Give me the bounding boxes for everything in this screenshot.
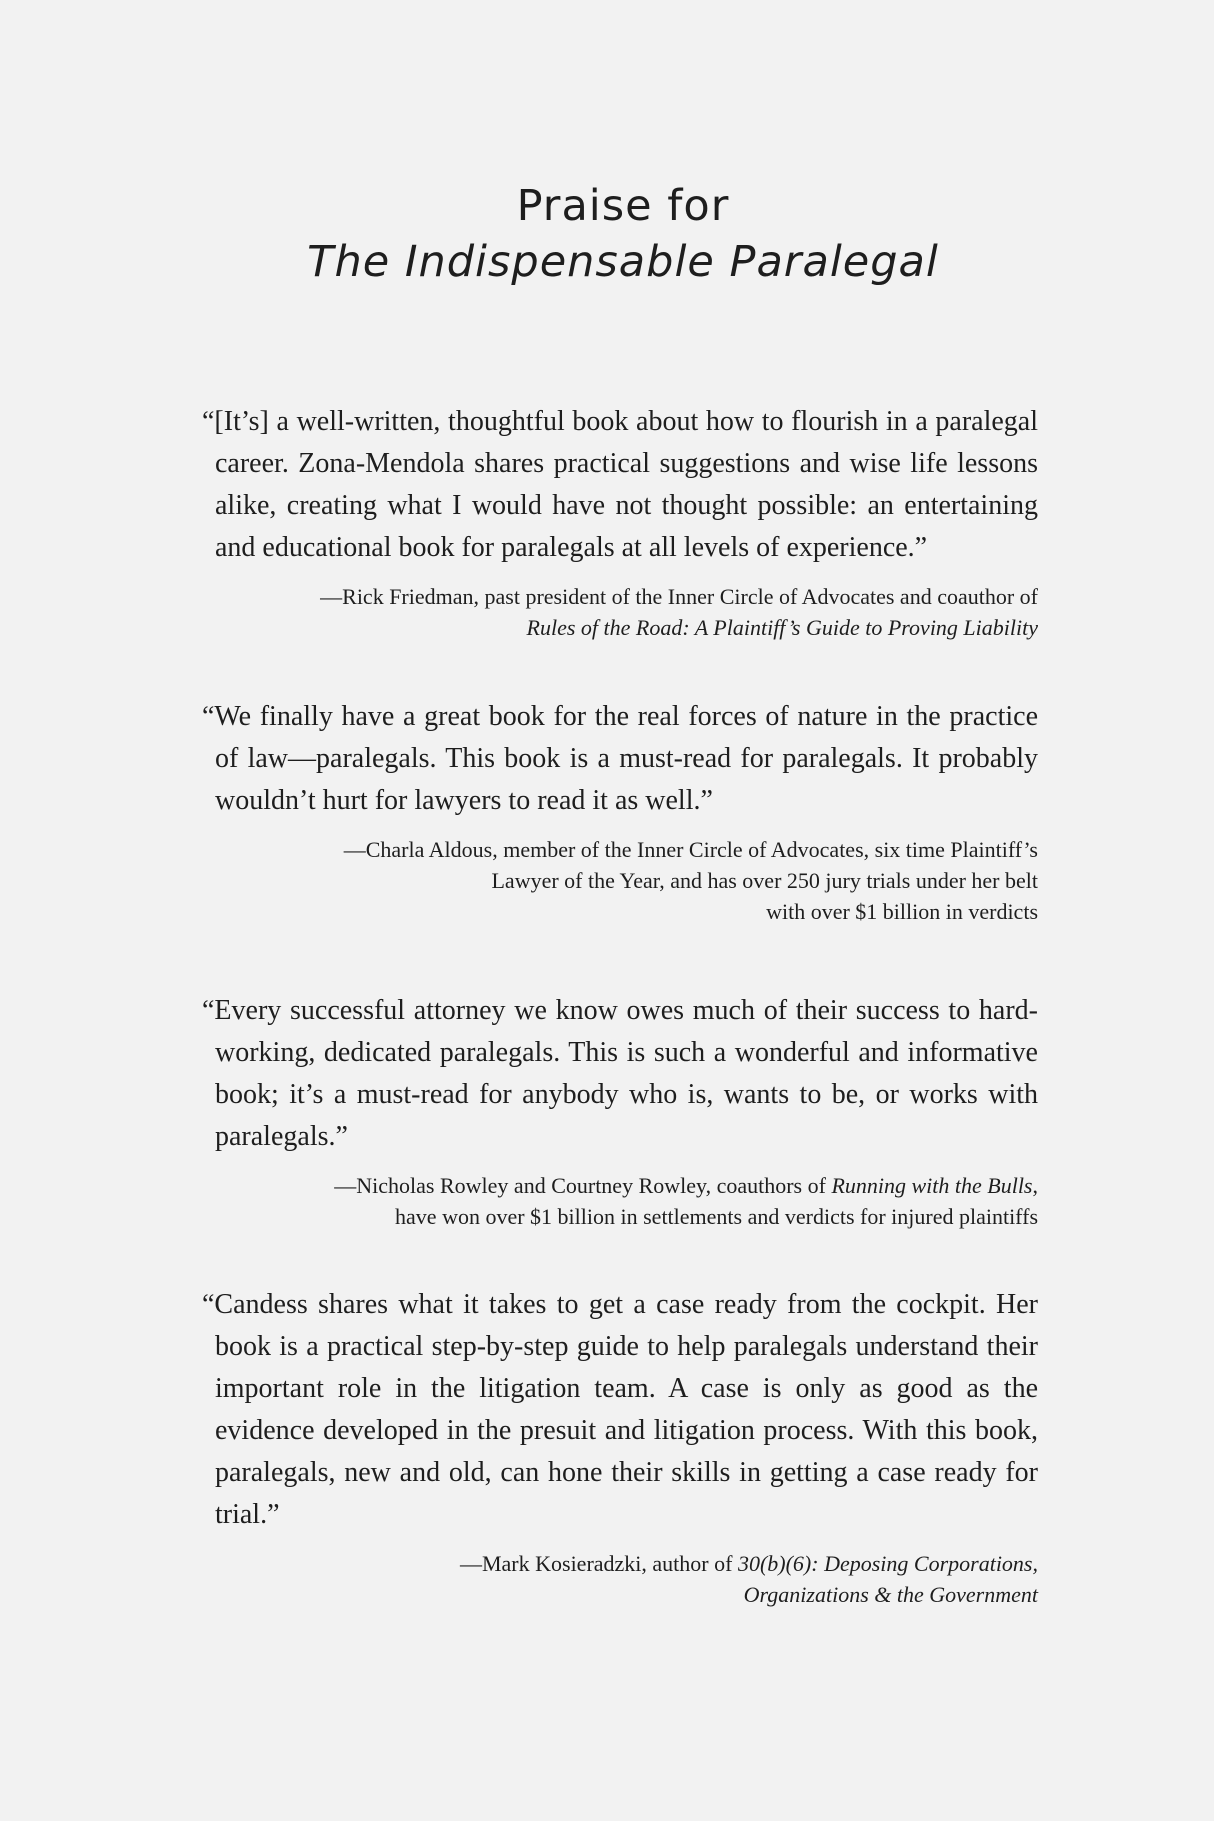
attribution-line	[202, 612, 1038, 643]
testimonial-4	[202, 1284, 1038, 1610]
testimonial-attribution	[202, 581, 1038, 643]
attribution-line: —Charla Aldous, member of the Inner Circle of Advocates, six time Plaintiff’s	[343, 837, 1038, 862]
testimonial-quote: “Every successful attorney we know owes much of their success to hard-working, dedicated paralegals. This is such a wonderful and informative book; it’s a must-read for anybody who is, wants to be, or works with paralegals.”	[202, 995, 1038, 1152]
attribution-line: Lawyer of the Year, and has over 250 jury trials under her belt	[491, 868, 1038, 893]
page-title	[0, 178, 1214, 290]
testimonial-attribution	[202, 1170, 1038, 1232]
attribution-line: —Rick Friedman, past president of the Inner Circle of Advocates and coauthor of	[320, 584, 1038, 609]
book-title: 30(b)(6): Deposing Corporations,	[737, 1551, 1038, 1576]
title-line-book-name: The Indispensable Paralegal	[307, 237, 939, 287]
testimonial-quote: “Candess shares what it takes to get a case ready from the cockpit. Her book is a practical step-by-step guide to help paralegals understand their important role in the litigation team. A case is only as good as the evidence developed in the presuit and litigation process. With this book, paralegals, new and old, can hone their skills in getting a case ready for trial.”	[202, 1289, 1038, 1530]
attribution-prefix: —Nicholas Rowley and Courtney Rowley, coauthors of	[334, 1173, 832, 1198]
book-title: Running with the Bulls	[831, 1173, 1033, 1198]
attribution-line	[202, 1170, 1038, 1201]
title-line-praise: Praise for	[516, 181, 730, 231]
attribution-prefix: —Mark Kosieradzki, author of	[459, 1551, 738, 1576]
testimonial-attribution	[202, 834, 1038, 927]
book-title: Organizations & the Government	[743, 1582, 1038, 1607]
attribution-line: have won over $1 billion in settlements and verdicts for injured plaintiffs	[395, 1204, 1038, 1229]
testimonial-quote: “[It’s] a well-written, thoughtful book about how to flourish in a paralegal career. Zona-Mendola shares practical suggestions and wise life lessons alike, creating what I would have not thought possible: an entertaining and educational book for paralegals at all levels of experience.”	[202, 406, 1038, 563]
testimonial-3	[202, 990, 1038, 1232]
testimonial-quote: “We finally have a great book for the real forces of nature in the practice of law—paralegals. This book is a must-read for paralegals. It probably wouldn’t hurt for lawyers to read it as well.”	[202, 701, 1038, 816]
book-title: Rules of the Road: A Plaintiff’s Guide to Proving Liability	[526, 615, 1038, 640]
attribution-line	[202, 1548, 1038, 1579]
attribution-line: with over $1 billion in verdicts	[766, 899, 1038, 924]
attribution-line	[202, 1579, 1038, 1610]
testimonial-2	[202, 696, 1038, 927]
testimonial-1	[202, 401, 1038, 643]
attribution-suffix: ,	[1032, 1173, 1038, 1198]
testimonial-attribution	[202, 1548, 1038, 1610]
